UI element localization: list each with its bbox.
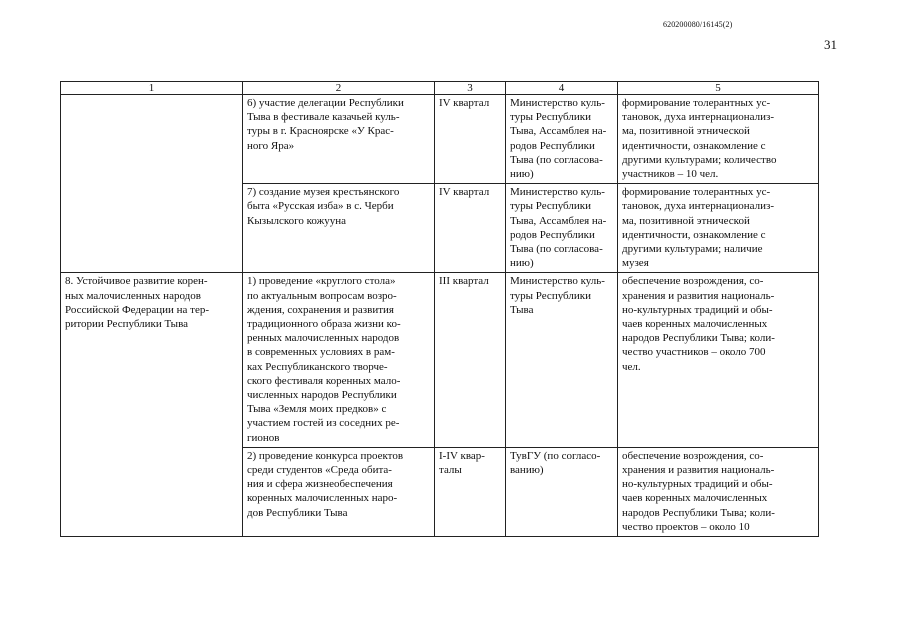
table-row bbox=[61, 95, 819, 184]
period-cell: IV квартал bbox=[435, 95, 506, 184]
period-cell: IV квартал bbox=[435, 184, 506, 273]
table-row bbox=[61, 273, 819, 447]
activity-cell: 7) создание музея крестьянского быта «Русская изба» в с. Черби Кызылского кожууна bbox=[243, 184, 435, 273]
executor-cell: Министерство куль- туры Республики Тыва, Ассамблея на- родов Республики Тыва (по согласова- нию) bbox=[506, 95, 618, 184]
result-cell: формирование толерантных ус- тановок, духа интернационализ- ма, позитивной этнической идентичности, ознакомление с другими культурами; наличие музея bbox=[618, 184, 819, 273]
column-header-4: 4 bbox=[506, 82, 618, 95]
period-cell: III квартал bbox=[435, 273, 506, 447]
executor-cell: Министерство куль- туры Республики Тыва, Ассамблея на- родов Республики Тыва (по согласова- нию) bbox=[506, 184, 618, 273]
result-cell: обеспечение возрождения, со- хранения и развития националь- но-культурных традиций и обы- чаев коренных малочисленных народов Республики Тыва; коли- чество участников – около 700 чел. bbox=[618, 273, 819, 447]
plan-table bbox=[60, 81, 819, 537]
task-cell bbox=[61, 95, 243, 273]
executor-cell: Министерство куль- туры Республики Тыва bbox=[506, 273, 618, 447]
column-header-2: 2 bbox=[243, 82, 435, 95]
executor-cell: ТувГУ (по согласо- ванию) bbox=[506, 447, 618, 536]
task-cell: 8. Устойчивое развитие корен- ных малочисленных народов Российской Федерации на тер- ритории Республики Тыва bbox=[61, 273, 243, 537]
result-cell: формирование толерантных ус- тановок, духа интернационализ- ма, позитивной этнической идентичности, ознакомление с другими культурами; количество участников – 10 чел. bbox=[618, 95, 819, 184]
document-code: 620200080/16145(2) bbox=[663, 20, 733, 29]
page-number: 31 bbox=[824, 37, 837, 52]
table-header-row bbox=[61, 82, 819, 95]
activity-cell: 2) проведение конкурса проектов среди студентов «Среда обита- ния и сфера жизнеобеспечения коренных малочисленных наро- дов Республики Тыва bbox=[243, 447, 435, 536]
column-header-3: 3 bbox=[435, 82, 506, 95]
activity-cell: 1) проведение «круглого стола» по актуальным вопросам возро- ждения, сохранения и развития традиционного образа жизни ко- ренных малочисленных народов в современных условиях в рам- ках Республиканского творче- ского фестиваля коренных мало- численных народов Республики Тыва «Земля моих предков» с участием гостей из соседних ре- гионов bbox=[243, 273, 435, 447]
period-cell: I-IV квар- талы bbox=[435, 447, 506, 536]
column-header-1: 1 bbox=[61, 82, 243, 95]
column-header-5: 5 bbox=[618, 82, 819, 95]
result-cell: обеспечение возрождения, со- хранения и развития националь- но-культурных традиций и обы- чаев коренных малочисленных народов Республики Тыва; коли- чество проектов – около 10 bbox=[618, 447, 819, 536]
activity-cell: 6) участие делегации Республики Тыва в фестивале казачьей куль- туры в г. Красноярске «У Крас- ного Яра» bbox=[243, 95, 435, 184]
